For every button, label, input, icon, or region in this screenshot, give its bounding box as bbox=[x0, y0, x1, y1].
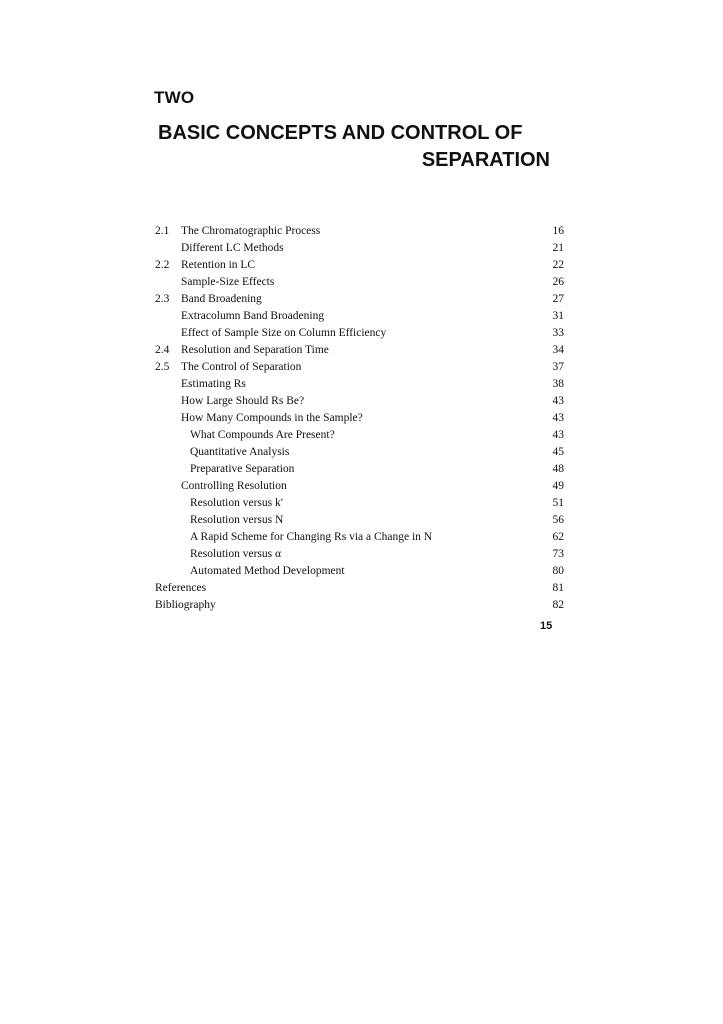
toc-page-number: 45 bbox=[552, 446, 564, 458]
toc-entry-title: What Compounds Are Present? bbox=[190, 429, 335, 441]
toc-entry-title: Resolution versus N bbox=[190, 514, 284, 526]
toc-entry-title: Resolution versus α bbox=[190, 548, 281, 560]
page-number: 15 bbox=[540, 620, 553, 632]
toc-page-number: 48 bbox=[552, 463, 564, 475]
chapter-title-line-2: SEPARATION bbox=[421, 149, 550, 171]
toc-page-number: 73 bbox=[552, 548, 564, 560]
chapter-title bbox=[158, 120, 550, 174]
toc-entry-title: Preparative Separation bbox=[190, 463, 295, 475]
toc-section-number: 2.4 bbox=[155, 344, 170, 356]
toc-page-number: 34 bbox=[552, 344, 564, 356]
toc-section-number: 2.1 bbox=[155, 225, 170, 237]
toc-entry-title: The Control of Separation bbox=[181, 361, 302, 373]
toc-page-number: 33 bbox=[552, 327, 564, 339]
toc-page-number: 26 bbox=[552, 276, 564, 288]
toc-entry-title: Different LC Methods bbox=[181, 242, 284, 254]
toc-page-number: 56 bbox=[552, 514, 564, 526]
toc-page-number: 51 bbox=[552, 497, 564, 509]
toc-entry-title: Automated Method Development bbox=[190, 565, 345, 577]
toc-entry-title: Quantitative Analysis bbox=[190, 446, 290, 458]
toc-entry bbox=[155, 257, 564, 274]
toc-page-number: 62 bbox=[552, 531, 564, 543]
chapter-label: TWO bbox=[154, 88, 195, 107]
table-of-contents bbox=[155, 223, 564, 614]
toc-page-number: 21 bbox=[552, 242, 564, 254]
chapter-title-line-1: BASIC CONCEPTS AND CONTROL OF bbox=[158, 122, 523, 144]
toc-page-number: 81 bbox=[552, 582, 564, 594]
toc-entry-title: Effect of Sample Size on Column Efficiency bbox=[181, 327, 387, 339]
toc-entry bbox=[155, 342, 564, 359]
toc-section-number: 2.5 bbox=[155, 361, 170, 373]
toc-entry bbox=[155, 223, 564, 240]
toc-page-number: 27 bbox=[552, 293, 564, 305]
toc-entry-title: Band Broadening bbox=[181, 293, 262, 305]
toc-entry-title: Resolution and Separation Time bbox=[181, 344, 329, 356]
toc-entry-title: Sample-Size Effects bbox=[181, 276, 275, 288]
toc-entry-title: How Large Should Rs Be? bbox=[181, 395, 305, 407]
toc-entry bbox=[155, 291, 564, 308]
toc-entry bbox=[155, 274, 564, 291]
toc-entry bbox=[155, 461, 564, 478]
toc-entry bbox=[155, 512, 564, 529]
toc-entry-title: Estimating Rs bbox=[181, 378, 246, 390]
toc-entry bbox=[155, 563, 564, 580]
toc-entry bbox=[155, 546, 564, 563]
toc-entry-title: Retention in LC bbox=[181, 259, 256, 271]
toc-entry-title: References bbox=[155, 582, 207, 594]
toc-entry bbox=[155, 495, 564, 512]
toc-entry bbox=[155, 240, 564, 257]
toc-entry-title: A Rapid Scheme for Changing Rs via a Change in N bbox=[190, 531, 433, 543]
toc-entry bbox=[155, 478, 564, 495]
toc-entry bbox=[155, 580, 564, 597]
toc-page-number: 43 bbox=[552, 395, 564, 407]
toc-page-number: 16 bbox=[552, 225, 564, 237]
toc-entry-title: Bibliography bbox=[155, 599, 216, 611]
toc-entry bbox=[155, 597, 564, 614]
toc-section-number: 2.3 bbox=[155, 293, 170, 305]
toc-entry bbox=[155, 410, 564, 427]
toc-entry-title: Resolution versus k′ bbox=[190, 497, 284, 509]
toc-page-number: 82 bbox=[552, 599, 564, 611]
toc-page-number: 49 bbox=[552, 480, 564, 492]
toc-entry-title: Extracolumn Band Broadening bbox=[181, 310, 325, 322]
toc-entry bbox=[155, 427, 564, 444]
toc-entry bbox=[155, 376, 564, 393]
toc-section-number: 2.2 bbox=[155, 259, 170, 271]
toc-entry bbox=[155, 393, 564, 410]
toc-entry-title: Controlling Resolution bbox=[181, 480, 287, 492]
toc-entry bbox=[155, 529, 564, 546]
toc-page-number: 43 bbox=[552, 412, 564, 424]
toc-entry bbox=[155, 444, 564, 461]
toc-page-number: 80 bbox=[552, 565, 564, 577]
toc-page-number: 43 bbox=[552, 429, 564, 441]
toc-entry-title: The Chromatographic Process bbox=[181, 225, 321, 237]
toc-entry bbox=[155, 308, 564, 325]
toc-entry bbox=[155, 359, 564, 376]
toc-page-number: 22 bbox=[552, 259, 564, 271]
toc-page-number: 37 bbox=[552, 361, 564, 373]
toc-page-number: 31 bbox=[552, 310, 564, 322]
toc-page-number: 38 bbox=[552, 378, 564, 390]
toc-entry-title: How Many Compounds in the Sample? bbox=[181, 412, 363, 424]
toc-entry bbox=[155, 325, 564, 342]
